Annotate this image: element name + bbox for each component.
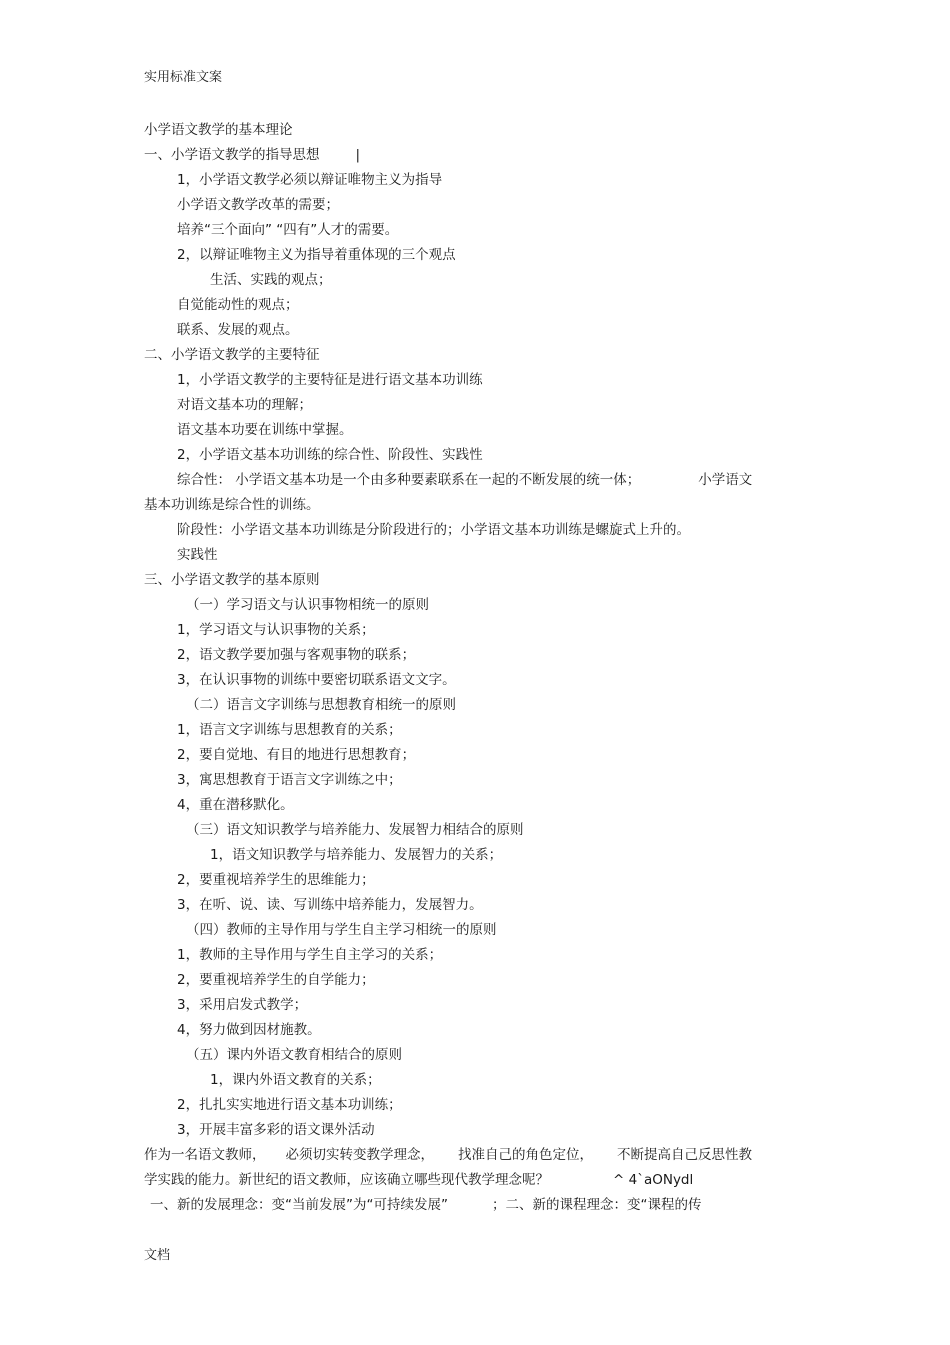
- closing-line-2-artifact: ^ 4`aONydl: [613, 1172, 694, 1188]
- closing-paragraph-line-3: [150, 1196, 701, 1214]
- section-1-heading: [144, 146, 360, 164]
- section-2-point-2a: [177, 471, 752, 489]
- principle-2-item-4: 4，重在潜移默化。: [177, 797, 294, 813]
- principle-3-heading: （三）语文知识教学与培养能力、发展智力相结合的原则: [186, 822, 524, 838]
- principle-5-item-3: 3，开展丰富多彩的语文课外活动: [177, 1122, 375, 1138]
- closing-line-1-part-b: 必须切实转变教学理念，: [285, 1147, 434, 1163]
- section-2-point-1: 1，小学语文教学的主要特征是进行语文基本功训练: [177, 372, 483, 388]
- section-1-point-1a: 小学语文教学改革的需要；: [177, 197, 339, 213]
- section-2-point-2c: 实践性: [177, 547, 218, 563]
- principle-4-item-4: 4，努力做到因材施教。: [177, 1022, 321, 1038]
- principle-3-item-3: 3，在听、说、读、写训练中培养能力，发展智力。: [177, 897, 483, 913]
- section-2-point-2: 2，小学语文基本功训练的综合性、阶段性、实践性: [177, 447, 483, 463]
- principle-1-item-1: 1，学习语文与认识事物的关系；: [177, 622, 375, 638]
- principle-2-heading: （二）语言文字训练与思想教育相统一的原则: [186, 697, 456, 713]
- section-2-point-1b: 语文基本功要在训练中掌握。: [177, 422, 353, 438]
- closing-paragraph-line-2: [144, 1171, 693, 1189]
- principle-4-heading: （四）教师的主导作用与学生自主学习相统一的原则: [186, 922, 497, 938]
- closing-line-3-part-b: ；二、新的课程理念：变“课程的传: [491, 1197, 702, 1213]
- section-1-point-1b: 培养“三个面向” “四有”人才的需要。: [177, 222, 399, 238]
- section-1-point-2a: 生活、实践的观点；: [210, 272, 332, 288]
- document-title: 小学语文教学的基本理论: [144, 122, 293, 138]
- cursor-mark: |: [355, 147, 361, 163]
- closing-line-1-part-c: 找准自己的角色定位，: [458, 1147, 593, 1163]
- principle-5-item-2: 2，扎扎实实地进行语文基本功训练；: [177, 1097, 402, 1113]
- principle-4-item-3: 3，采用启发式教学；: [177, 997, 308, 1013]
- section-2-point-2a-tail: 小学语文: [698, 472, 753, 488]
- section-1-heading-text: 一、小学语文教学的指导思想: [144, 147, 320, 163]
- section-1-point-2c: 联系、发展的观点。: [177, 322, 299, 338]
- section-1-point-1: 1，小学语文教学必须以辩证唯物主义为指导: [177, 172, 443, 188]
- principle-2-item-2: 2，要自觉地、有目的地进行思想教育；: [177, 747, 416, 763]
- principle-2-item-1: 1，语言文字训练与思想教育的关系；: [177, 722, 402, 738]
- section-1-point-2b: 自觉能动性的观点；: [177, 297, 299, 313]
- page-footer: 文档: [144, 1248, 171, 1263]
- section-2-point-2a-text: 综合性： 小学语文基本功是一个由多种要素联系在一起的不断发展的统一体；: [177, 472, 641, 488]
- closing-paragraph-line-1: [144, 1146, 752, 1164]
- section-2-point-1a: 对语文基本功的理解；: [177, 397, 312, 413]
- section-2-point-2b: 阶段性：小学语文基本功训练是分阶段进行的；小学语文基本功训练是螺旋式上升的。: [177, 522, 690, 538]
- section-2-point-2a-continued: 基本功训练是综合性的训练。: [144, 497, 320, 513]
- principle-3-item-2: 2，要重视培养学生的思维能力；: [177, 872, 375, 888]
- principle-5-heading: （五）课内外语文教育相结合的原则: [186, 1047, 402, 1063]
- principle-4-item-1: 1，教师的主导作用与学生自主学习的关系；: [177, 947, 443, 963]
- closing-line-1-part-a: 作为一名语文教师，: [144, 1147, 266, 1163]
- section-2-heading: 二、小学语文教学的主要特征: [144, 347, 320, 363]
- section-3-heading: 三、小学语文教学的基本原则: [144, 572, 320, 588]
- principle-5-item-1: 1，课内外语文教育的关系；: [210, 1072, 381, 1088]
- page-header: 实用标准文案: [144, 70, 223, 85]
- principle-1-item-2: 2，语文教学要加强与客观事物的联系；: [177, 647, 416, 663]
- closing-line-3-part-a: 一、新的发展理念：变“当前发展”为“可持续发展”: [150, 1197, 448, 1213]
- principle-4-item-2: 2，要重视培养学生的自学能力；: [177, 972, 375, 988]
- closing-line-2-text: 学实践的能力。新世纪的语文教师，应该确立哪些现代教学理念呢？: [144, 1172, 549, 1188]
- section-1-point-2: 2，以辩证唯物主义为指导着重体现的三个观点: [177, 247, 456, 263]
- principle-3-item-1: 1，语文知识教学与培养能力、发展智力的关系；: [210, 847, 503, 863]
- principle-1-item-3: 3，在认识事物的训练中要密切联系语文文字。: [177, 672, 456, 688]
- principle-2-item-3: 3，寓思想教育于语言文字训练之中；: [177, 772, 402, 788]
- closing-line-1-part-d: 不断提高自己反思性教: [617, 1147, 752, 1163]
- principle-1-heading: （一）学习语文与认识事物相统一的原则: [186, 597, 429, 613]
